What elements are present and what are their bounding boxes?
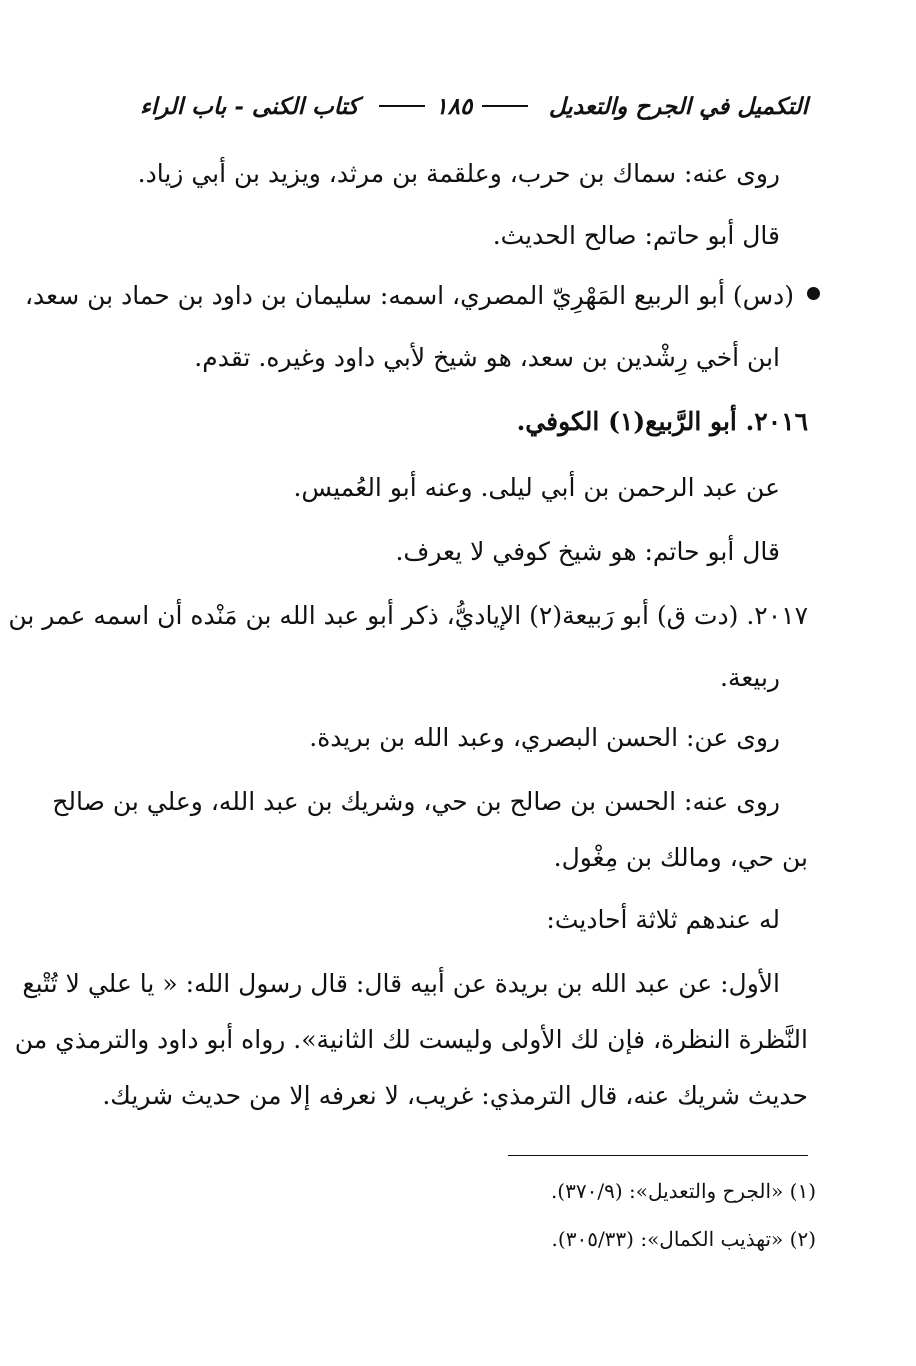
text-line: له عندهم ثلاثة أحاديث:: [546, 905, 780, 934]
text-line: ابن أخي رِشْدين بن سعد، هو شيخ لأبي داود وغيره. تقدم.: [194, 343, 780, 372]
text-line: النَّظرة النظرة، فإن لك الأولى وليست لك الثانية». رواه أبو داود والترمذي من: [14, 1025, 808, 1054]
footnote-rule: [508, 1155, 808, 1156]
text-line: قال أبو حاتم: صالح الحديث.: [492, 221, 780, 250]
text-line: حديث شريك عنه، قال الترمذي: غريب، لا نعرفه إلا من حديث شريك.: [102, 1081, 808, 1110]
header-title: التكميل في الجرح والتعديل: [548, 92, 808, 120]
header-section: كتاب الكنى - باب الراء: [140, 92, 359, 120]
header-dash: [482, 105, 528, 107]
text-line: ربيعة.: [720, 663, 780, 692]
header-dash: [379, 105, 425, 107]
bullet-icon: [807, 287, 820, 300]
text-line: روى عن: الحسن البصري، وعبد الله بن بريدة.: [309, 723, 780, 752]
footnote-1: (١) «الجرح والتعديل»: (٣٧٠/٩).: [550, 1179, 816, 1203]
page-number: ١٨٥: [435, 92, 473, 120]
text-line: الأول: عن عبد الله بن بريدة عن أبيه قال: قال رسول الله: « يا علي لا تُتْبع: [22, 969, 780, 998]
running-header: [140, 86, 808, 126]
text-line: روى عنه: الحسن بن صالح بن حي، وشريك بن عبد الله، وعلي بن صالح: [52, 787, 780, 816]
footnote-2: (٢) «تهذيب الكمال»: (٣٠٥/٣٣).: [551, 1227, 816, 1251]
header-page-group: [369, 93, 538, 120]
entry-line: (دس) أبو الربيع المَهْرِيّ المصري، اسمه: سليمان بن داود بن حماد بن سعد،: [24, 281, 794, 310]
text-line: عن عبد الرحمن بن أبي ليلى. وعنه أبو العُميس.: [293, 473, 780, 502]
entry-heading-2017: ٢٠١٧. (دت ق) أبو رَبيعة(٢) الإياديُّ، ذكر أبو عبد الله بن مَنْده أن اسمه عمر بن: [8, 601, 808, 630]
text-line: روى عنه: سماك بن حرب، وعلقمة بن مرثد، ويزيد بن أبي زياد.: [137, 159, 780, 188]
entry-heading-2016: ٢٠١٦. أبو الرَّبيع(١) الكوفي.: [516, 407, 808, 436]
text-line: بن حي، ومالك بن مِغْول.: [553, 843, 808, 872]
text-line: قال أبو حاتم: هو شيخ كوفي لا يعرف.: [395, 537, 780, 566]
